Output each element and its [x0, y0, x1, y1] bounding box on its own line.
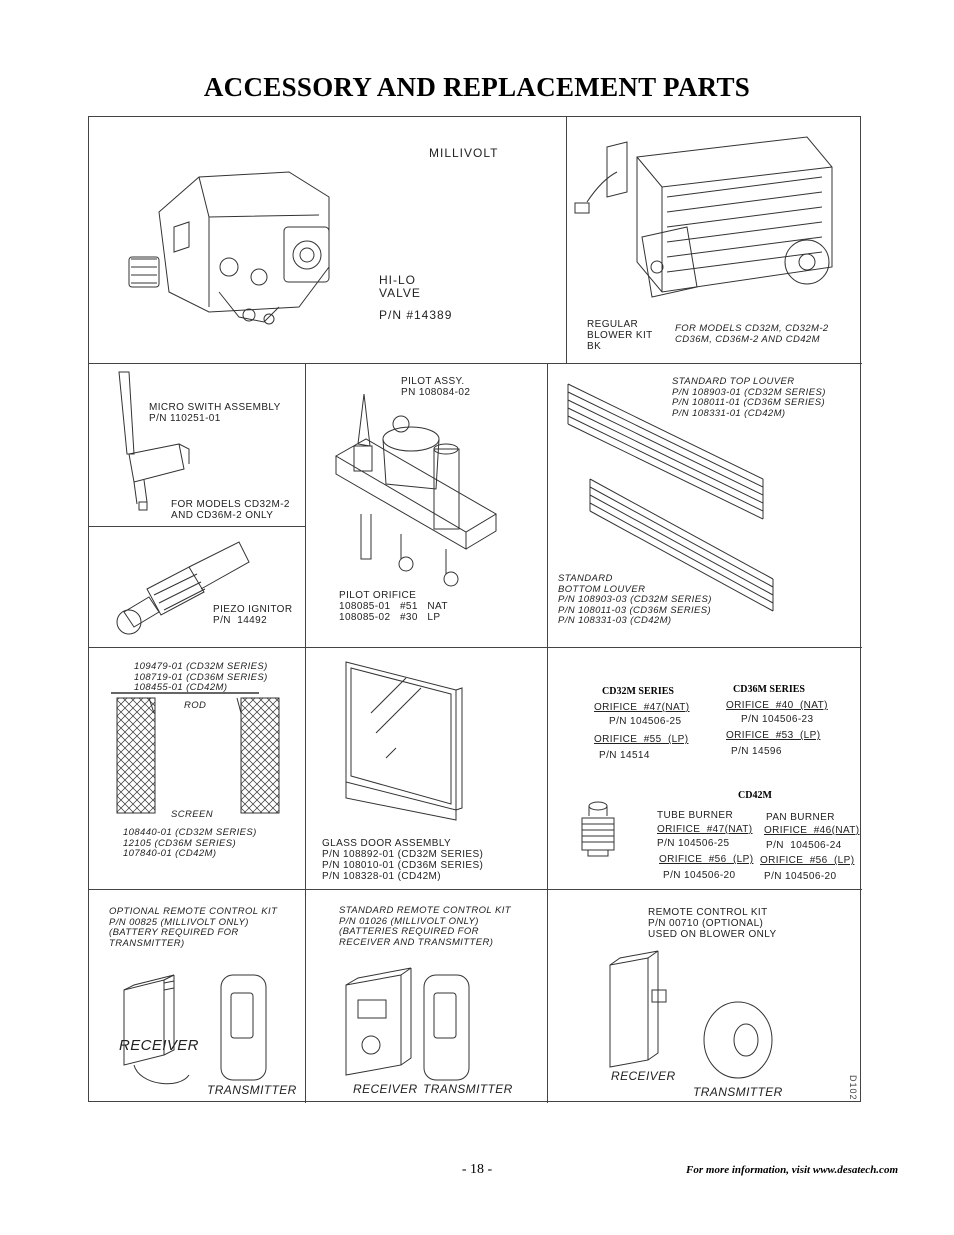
valve-cell	[89, 117, 567, 364]
louver-top-label: STANDARD TOP LOUVER P/N 108903-01 (CD32M SERIES) P/N 108011-01 (CD36M SERIES) P/N 108331-01 (CD42M)	[672, 376, 826, 419]
micro-switch-cell	[89, 364, 306, 527]
tube-lp-pn: P/N 104506-20	[663, 870, 736, 881]
footer-info: For more information, visit www.desatech.com	[686, 1164, 898, 1176]
pilot-assy-label: PILOT ASSY. PN 108084-02	[401, 376, 471, 398]
glass-door-label: GLASS DOOR ASSEMBLY P/N 108892-01 (CD32M SERIES) P/N 108010-01 (CD36M SERIES) P/N 108328-01 (CD42M)	[322, 838, 484, 882]
cd32m-nat-orifice: ORIFICE #47(NAT)	[594, 702, 690, 713]
remote-standard-receiver: RECEIVER	[353, 1082, 418, 1096]
piezo-label: PIEZO IGNITOR P/N 14492	[213, 604, 293, 626]
remote-blower-transmitter: TRANSMITTER	[693, 1085, 783, 1099]
remote-optional-receiver: RECEIVER	[119, 1037, 199, 1054]
orifice-cell	[548, 648, 862, 890]
remote-standard-label: STANDARD REMOTE CONTROL KIT P/N 01026 (MILLIVOLT ONLY) (BATTERIES REQUIRED FOR RECEIVER AND TRANSMITTER)	[339, 905, 511, 948]
valve-millivolt-label: MILLIVOLT	[429, 146, 499, 160]
blower-models: FOR MODELS CD32M, CD32M-2 CD36M, CD36M-2 AND CD42M	[675, 323, 829, 345]
tube-burner-label: TUBE BURNER	[657, 810, 734, 821]
micro-switch-label: MICRO SWITH ASSEMBLY P/N 110251-01	[149, 402, 281, 424]
pilot-cell	[306, 364, 548, 648]
orifice-fitting-drawing	[576, 798, 636, 868]
remote-optional-transmitter: TRANSMITTER	[207, 1083, 297, 1097]
remote-optional-cell	[89, 890, 306, 1103]
screen-cell	[89, 648, 306, 890]
cd36m-lp-pn: P/N 14596	[731, 746, 782, 757]
cd42m-header: CD42M	[738, 790, 772, 801]
piezo-cell	[89, 527, 306, 648]
screen-rod-label: ROD	[184, 700, 207, 711]
page-title: ACCESSORY AND REPLACEMENT PARTS	[203, 72, 751, 102]
pan-lp-orifice: ORIFICE #56 (LP)	[760, 855, 855, 866]
pan-nat-orifice: ORIFICE #46(NAT)	[764, 825, 860, 836]
remote-standard-cell	[306, 890, 548, 1103]
cd36m-nat-orifice: ORIFICE #40 (NAT)	[726, 700, 828, 711]
page-number: - 18 -	[461, 1162, 493, 1177]
louver-cell	[548, 364, 862, 648]
valve-type-label: HI-LO VALVE	[379, 273, 421, 300]
screen-parts: 108440-01 (CD32M SERIES) 12105 (CD36M SERIES) 107840-01 (CD42M)	[123, 827, 257, 859]
pan-nat-pn: P/N 104506-24	[766, 840, 842, 851]
drawing-code: D102	[848, 1075, 858, 1101]
tube-lp-orifice: ORIFICE #56 (LP)	[659, 854, 754, 865]
tube-nat-pn: P/N 104506-25	[657, 838, 730, 849]
tube-nat-orifice: ORIFICE #47(NAT)	[657, 824, 753, 835]
remote-blower-cell	[548, 890, 862, 1103]
glass-door-cell	[306, 648, 548, 890]
remote-standard-transmitter: TRANSMITTER	[423, 1082, 513, 1096]
screen-rod-parts: 109479-01 (CD32M SERIES) 108719-01 (CD36M SERIES) 108455-01 (CD42M)	[134, 661, 268, 693]
cd36m-header: CD36M SERIES	[733, 684, 805, 695]
piezo-drawing	[89, 527, 306, 648]
blower-cell	[567, 117, 862, 364]
cd32m-lp-orifice: ORIFICE #55 (LP)	[594, 734, 689, 745]
remote-optional-label: OPTIONAL REMOTE CONTROL KIT P/N 00825 (MILLIVOLT ONLY) (BATTERY REQUIRED FOR TRANSMITTER)	[109, 906, 278, 949]
pan-burner-label: PAN BURNER	[766, 812, 835, 823]
cd32m-nat-pn: P/N 104506-25	[609, 716, 682, 727]
remote-blower-receiver: RECEIVER	[611, 1069, 676, 1083]
blower-label: REGULAR BLOWER KIT BK	[587, 319, 653, 352]
pilot-orifice-label: PILOT ORIFICE 108085-01 #51 NAT 108085-02 #30 LP	[339, 590, 448, 623]
parts-grid	[88, 116, 861, 1102]
cd36m-lp-orifice: ORIFICE #53 (LP)	[726, 730, 821, 741]
screen-label: SCREEN	[171, 809, 213, 820]
cd32m-header: CD32M SERIES	[602, 686, 674, 697]
cd32m-lp-pn: P/N 14514	[599, 750, 650, 761]
pan-lp-pn: P/N 104506-20	[764, 871, 837, 882]
louver-bottom-label: STANDARD BOTTOM LOUVER P/N 108903-03 (CD32M SERIES) P/N 108011-03 (CD36M SERIES) P/N 108331-03 (CD42M)	[558, 573, 712, 626]
remote-blower-label: REMOTE CONTROL KIT P/N 00710 (OPTIONAL) USED ON BLOWER ONLY	[648, 907, 777, 940]
micro-switch-models: FOR MODELS CD32M-2 AND CD36M-2 ONLY	[171, 499, 290, 521]
valve-part-number: P/N #14389	[379, 308, 453, 322]
cd36m-nat-pn: P/N 104506-23	[741, 714, 814, 725]
